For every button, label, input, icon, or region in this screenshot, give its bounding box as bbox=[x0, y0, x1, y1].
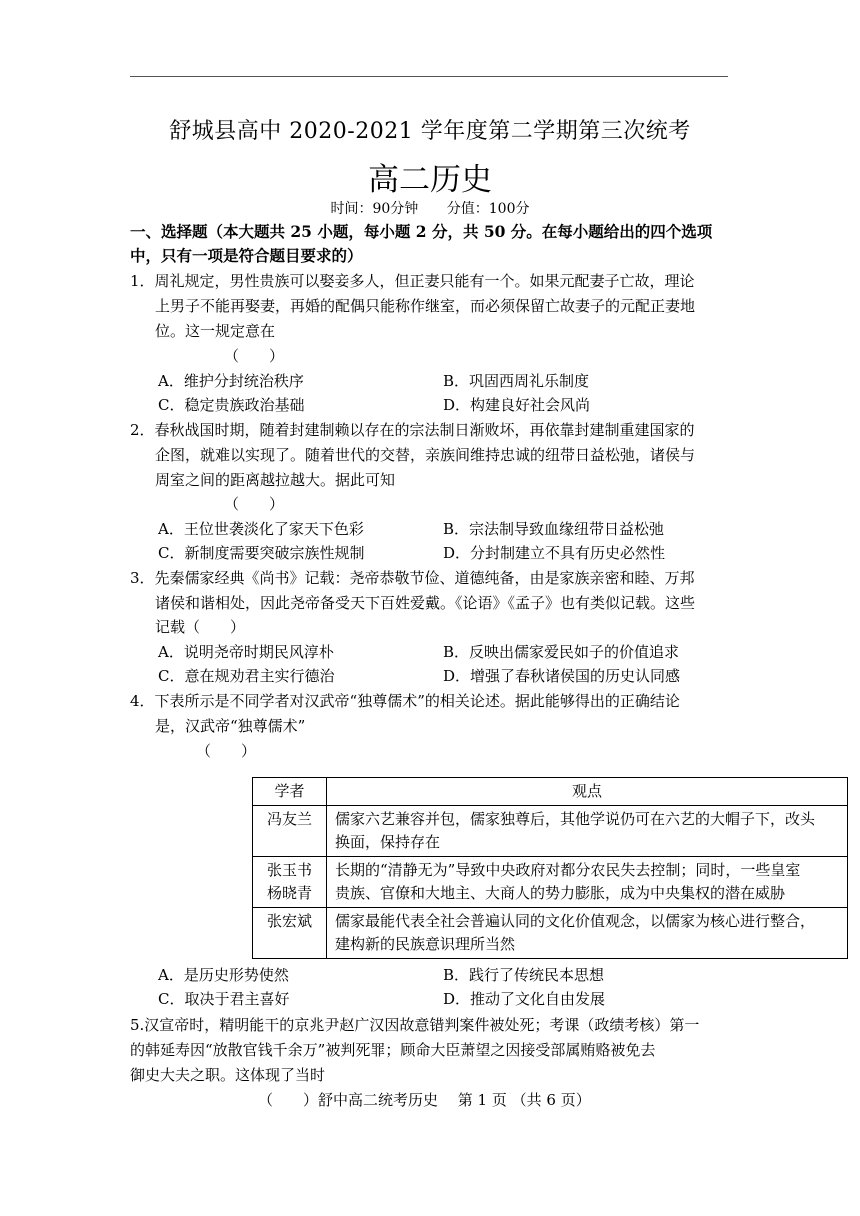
view-line: 长期的“清静无为”导致中央政府对都分农民失去控制；同时，一些皇室 bbox=[335, 861, 801, 879]
table-header-view: 观点 bbox=[327, 778, 848, 806]
q2-line: 周室之间的距离越拉越大。据此可知 bbox=[155, 471, 396, 489]
q4-answer-blank: （ ） bbox=[196, 742, 257, 760]
table-row bbox=[253, 857, 848, 908]
q2-answer-blank: （ ） bbox=[224, 495, 285, 513]
q1-answer-blank: （ ） bbox=[224, 347, 285, 365]
view-line: 儒家六艺兼容并包，儒家独尊后，其他学说仍可在六艺的大帽子下，改头 bbox=[335, 810, 816, 828]
q3-line: 3．先秦儒家经典《尚书》记载：尧帝恭敬节俭、道德纯备，由是家族亲密和睦、万邦 bbox=[130, 569, 695, 587]
q1-option-b: B．巩固西周礼乐制度 bbox=[443, 372, 590, 390]
q4-option-a: A．是历史形势使然 bbox=[158, 966, 289, 984]
table-header-scholar: 学者 bbox=[253, 778, 327, 806]
q2-option-d: D．分封制建立不具有历史必然性 bbox=[443, 544, 666, 562]
exam-title: 舒城县高中 2020-2021 学年度第二学期第三次统考 bbox=[169, 119, 691, 144]
table-row bbox=[253, 806, 848, 857]
q1-line: 位。这一规定意在 bbox=[155, 322, 276, 340]
q4-line: 4．下表所示是不同学者对汉武帝“独尊儒术”的相关论述。据此能够得出的正确结论 bbox=[130, 692, 680, 710]
view-line: 儒家最能代表全社会普遍认同的文化价值观念，以儒家为核心进行整合， bbox=[335, 912, 816, 930]
q1-line: 上男子不能再娶妻，再婚的配偶只能称作继室，而必须保留亡故妻子的元配正妻地 bbox=[155, 297, 696, 315]
scholar-name-cell bbox=[253, 806, 327, 857]
q3-option-d: D．增强了春秋诸侯国的历史认同感 bbox=[443, 667, 681, 685]
view-cell bbox=[327, 857, 848, 908]
header-rule bbox=[130, 76, 728, 77]
scholar-name: 张玉书 bbox=[266, 861, 312, 879]
q3-line: 诸侯和谐相处，因此尧帝备受天下百姓爱戴。《论语》《孟子》也有类似记载。这些 bbox=[155, 594, 696, 612]
q2-option-c: C．新制度需要突破宗族性规制 bbox=[158, 544, 365, 562]
view-line: 建构新的民族意识理所当然 bbox=[335, 935, 516, 953]
scholar-name: 冯友兰 bbox=[266, 810, 312, 828]
q5-line: 5.汉宣帝时，精明能干的京兆尹赵广汉因故意错判案件被处死；考课（政绩考核）第一 bbox=[130, 1016, 700, 1034]
q2-option-a: A．王位世袭淡化了家天下色彩 bbox=[158, 520, 364, 538]
page-footer: （ ）舒中高二统考历史 第 1 页 （共 6 页） bbox=[258, 1091, 591, 1109]
view-line: 贵族、官僚和大地主、大商人的势力膨胀，成为中央集权的潜在威胁 bbox=[335, 884, 786, 902]
scholar-name-cell bbox=[253, 908, 327, 959]
scholar-name: 杨晓青 bbox=[266, 884, 312, 902]
view-cell bbox=[327, 908, 848, 959]
scholar-name: 张宏斌 bbox=[266, 912, 312, 930]
table-header-row bbox=[253, 778, 848, 806]
exam-meta bbox=[0, 198, 860, 218]
scholar-name-cell bbox=[253, 857, 327, 908]
q2-line: 企图，就难以实现了。随着世代的交替，亲族间维持忠诚的纽带日益松弛，诸侯与 bbox=[155, 446, 696, 464]
subject-title: 高二历史 bbox=[368, 162, 492, 198]
exam-time: 时间：90分钟 bbox=[330, 201, 419, 217]
q3-option-a: A．说明尧帝时期民风淳朴 bbox=[158, 643, 334, 661]
q1-option-c: C．稳定贵族政治基础 bbox=[158, 396, 305, 414]
exam-score: 分值：100分 bbox=[446, 201, 530, 217]
q4-option-c: C．取决于君主喜好 bbox=[158, 990, 290, 1008]
q2-line: 2．春秋战国时期，随着封建制赖以存在的宗法制日渐败坏，再依靠封建制重建国家的 bbox=[130, 421, 695, 439]
q2-option-b: B．宗法制导致血缘纽带日益松弛 bbox=[443, 520, 665, 538]
q1-option-d: D．构建良好社会风尚 bbox=[443, 396, 591, 414]
q4-option-b: B．践行了传统民本思想 bbox=[443, 966, 605, 984]
q1-option-a: A．维护分封统治秩序 bbox=[158, 372, 304, 390]
q5-line: 御史大夫之职。这体现了当时 bbox=[130, 1066, 326, 1084]
section-heading: 一、选择题（本大题共 25 小题，每小题 2 分，共 50 分。在每小题给出的四个选项中，只有一项是符合题目要求的） bbox=[130, 222, 713, 265]
q4-option-d: D．推动了文化自由发展 bbox=[443, 990, 606, 1008]
q5-line: 的韩延寿因“放散官钱千余万”被判死罪；顾命大臣萧望之因接受部属贿赂被免去 bbox=[130, 1041, 656, 1059]
scholar-views-table bbox=[252, 777, 848, 959]
q4-line: 是，汉武帝“独尊儒术” bbox=[155, 717, 306, 735]
q3-line: 记载（ ） bbox=[155, 618, 246, 636]
view-cell bbox=[327, 806, 848, 857]
view-line: 换面，保持存在 bbox=[335, 833, 441, 851]
q3-option-b: B．反映出儒家爱民如子的价值追求 bbox=[443, 643, 680, 661]
table-row bbox=[253, 908, 848, 959]
q1-line: 1．周礼规定，男性贵族可以娶妾多人，但正妻只能有一个。如果元配妻子亡故，理论 bbox=[130, 272, 695, 290]
q3-option-c: C．意在规劝君主实行德治 bbox=[158, 667, 335, 685]
